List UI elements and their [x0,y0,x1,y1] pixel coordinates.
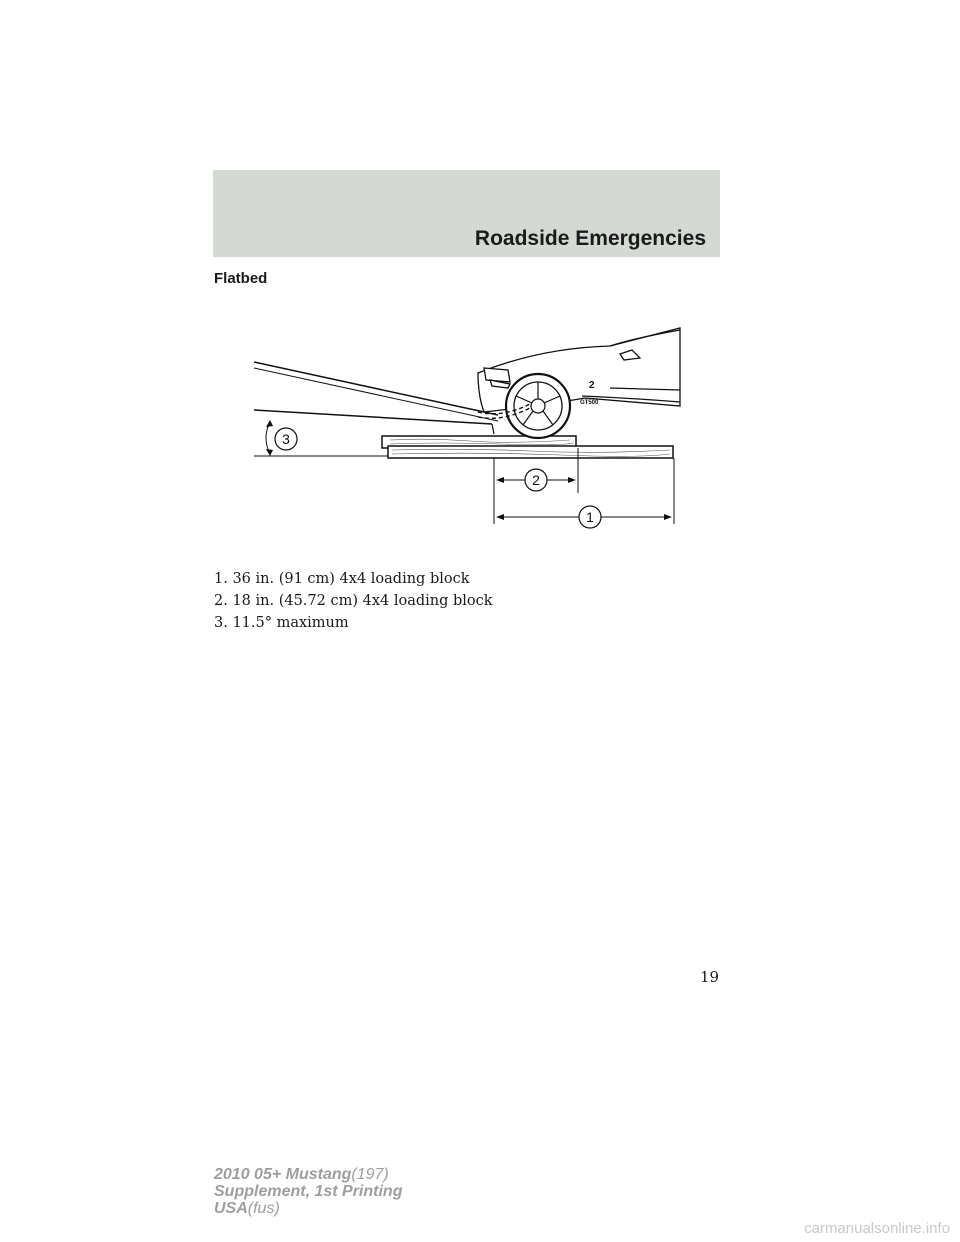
callout-2-label: 2 [532,472,540,488]
legend-item: 3. 11.5° maximum [214,615,349,631]
footer-model: 2010 05+ Mustang [214,1166,352,1183]
section-header-title: Roadside Emergencies [474,227,706,250]
footer-model-code: (197) [351,1166,389,1183]
angle-arrow-top [266,420,273,427]
flatbed-diagram [240,318,700,533]
callout-3-label: 3 [282,431,290,447]
footer-market: USA [214,1200,248,1217]
angle-arrow-bottom [266,449,273,456]
badge-numeral: 2 [589,380,595,391]
ramp-end [492,424,494,434]
ramp-top-line [254,362,498,415]
footer-market-code: (fus) [247,1200,280,1217]
page-number: 19 [700,968,720,986]
legend-item: 1. 36 in. (91 cm) 4x4 loading block [214,571,470,587]
watermark: carmanualsonline.info [804,1220,950,1237]
front-wheel [506,374,570,438]
footer-printing: Supplement, 1st Printing [214,1183,403,1200]
section-header-band [213,170,720,257]
legend-item: 2. 18 in. (45.72 cm) 4x4 loading block [214,593,493,609]
gt500-emblem: GT500 [580,400,599,406]
document-footer [214,1166,402,1217]
section-heading: Flatbed [214,270,268,287]
callout-1-label: 1 [586,509,594,525]
diagram-legend [214,568,493,634]
ramp-top-line-2 [254,368,498,421]
